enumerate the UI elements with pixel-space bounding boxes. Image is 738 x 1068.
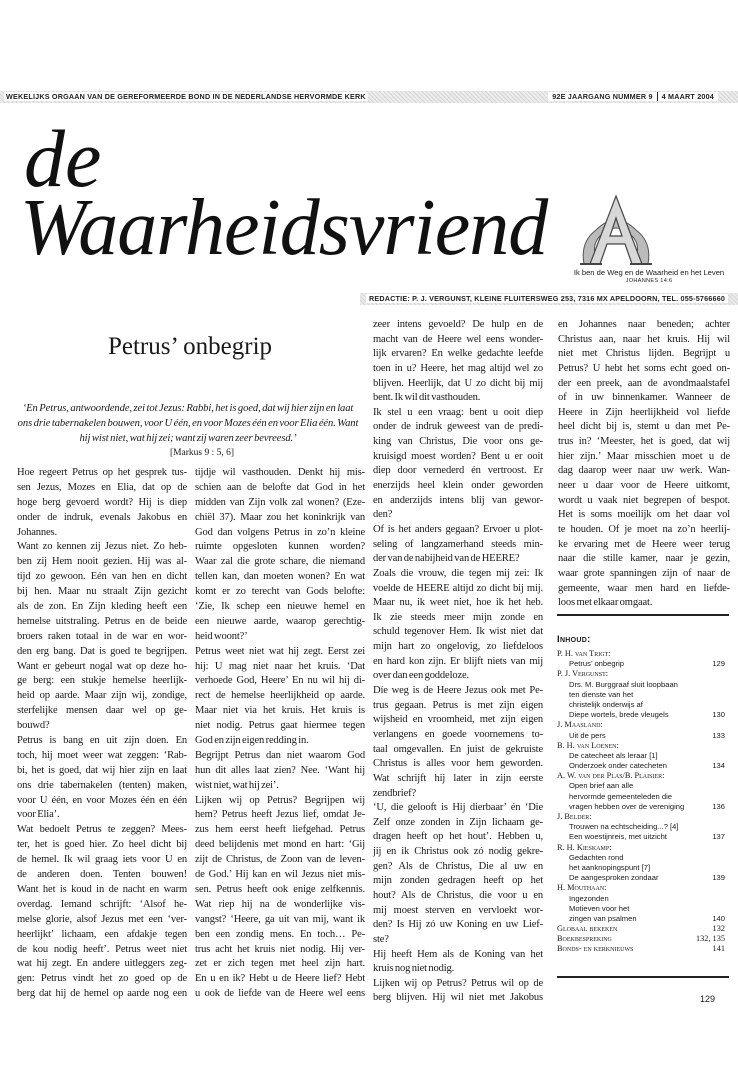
text-line: ter, het is goed hier. Zo heel dicht bij [17,839,187,851]
toc-page [721,741,729,751]
quote-line: ‘En Petrus, antwoordende, zei tot Jezus: Rabbi, het is goed, dat wij hier zijn en laat [22,403,354,414]
toc-page [721,649,729,659]
text-line: Want er gebeurt nogal wat op deze ho- [17,660,187,672]
text-line: gen: Petrus vindt het zo goed op de [17,973,187,985]
toc-author [557,771,729,781]
toc-author [557,883,729,893]
toc-page: 132 [712,924,725,934]
toc-title [557,914,729,924]
text-line: Want het is koud in de nacht en warm [17,883,187,895]
text-line: God en zijn eigen redding in. [195,735,309,747]
text-line: toen in u? Heere, het mag altijd wel zo [373,362,543,374]
text-line: mij moest sterven en vervloekt wor- [373,904,543,916]
text-line: mijn zonden gedragen heeft op het [373,875,543,887]
text-line: gemeente, waar men hard en liefde- [558,582,730,594]
toc-page: 140 [712,913,725,923]
text-line: Begrijpt Petrus dan niet waarom God [195,749,365,761]
toc-page [721,771,729,781]
article-column-2 [195,466,365,1002]
toc-text: Globaal bekeken [557,924,618,934]
text-line: zet er zich tegen met heel zijn hart. [195,958,365,970]
toc-author [557,649,729,659]
text-line: Wat riep hij na de wonderlijke vis- [195,898,365,910]
toc-page: 134 [712,761,725,771]
text-line: heid woont?’ [195,630,248,642]
text-line: God dan volgens Petrus in zo’n kleine [195,526,365,538]
text-line: Hij heeft Hem als de Koning van het [373,948,543,960]
text-line: Zoals die vrouw, die tegen mij zei: Ik [373,567,543,579]
text-line: trus in? ‘Meester, het is goed, dat wij [558,436,730,448]
toc-text: zingen van psalmen [569,913,637,923]
toc-text: Open brief aan alle [569,781,634,791]
text-line: heid op aarde. Maar zijn wij, zondige, [17,690,187,702]
text-line: over dan een goddeloze. [373,670,470,682]
text-line: bij hen. Maar nu straalt Zijn gezicht [17,586,187,598]
text-line: ge berg: een stukje hemelse heerlijk- [17,675,187,687]
toc-text: hervormde gemeenteleden die [569,791,673,801]
toc-text: vragen hebben over de vereniging [569,801,685,811]
toc-page: 129 [712,659,725,669]
toc-title [557,873,729,883]
header-strip [0,91,738,103]
toc-title [557,904,729,914]
text-line: onder de indruk, evenals Jakobus en [17,511,187,523]
text-line: tijd zo gewoon. Eén van hen en dicht [17,571,187,583]
text-line: lijk ervaren? En welke gedachte leefde [373,348,543,360]
editorial-strip [360,293,738,305]
text-line: hem? Petrus heeft Jezus lief, omdat Je- [195,809,365,821]
toc-author [557,741,729,751]
toc-text: B. H. van Loenen: [557,740,619,750]
motto: Ik ben de Weg en de Waarheid en het Leven [573,268,725,277]
toc-author [557,843,729,853]
text-line: de hemel. Ik wil graag iets voor U en [17,854,187,866]
toc-page: 130 [712,710,725,720]
text-line: schuld tegenover Hem. Ik wist niet dat [373,626,543,638]
toc-author [557,720,729,730]
text-line: hemelse uitstraling. Petrus en de beide [17,615,187,627]
text-line: de God.’ Hij kan en wil Jezus niet mis- [195,869,365,881]
text-line: gen? Als de Christus, Die al uw en [373,860,543,872]
toc-page: 136 [712,801,725,811]
toc-text: Drs. M. Burggraaf sluit loopbaan [569,679,678,689]
text-line: Petrus? U hebt het soms echt goed on- [558,362,730,374]
text-line: kruis nog niet nodig. [373,963,455,975]
text-line: de anderen doen. Tenten bouwen! [17,869,187,881]
text-line: ben zij Hem nooit gezien. Hij was al- [17,556,187,568]
text-line: schien aan de belofte dat God in het [195,481,365,493]
toc-title [557,761,729,771]
toc-page [721,822,729,832]
toc-text: ten dienste van het [569,689,634,699]
toc-title [557,894,729,904]
text-line: waar grote spanningen zijn of naar de [558,567,730,579]
text-line: dag daarop weer naar uw werk. Wan- [558,465,730,477]
text-line: der van de nabijheid van de HEERE? [373,553,520,565]
text-line: mijn hart zo ongelovig, zo liefdeloos [373,641,543,653]
text-line: macht van de Heere wel eens wonder- [373,333,543,345]
toc-page: 133 [712,730,725,740]
text-line: chiël 37). Maar zou het koninkrijk van [195,511,365,523]
toc-page [721,680,729,690]
quote-line: ons drie tabernakelen bouwen, voor U één, en voor Mozes één en voor Elia één. Want [17,418,359,429]
text-line: Hoe regeert Petrus op het gesprek tus- [17,467,187,478]
toc-title [557,731,729,741]
text-line: loos met elkaar omgaat. [558,597,653,609]
text-line: den? [373,509,393,521]
toc-heading: Inhoud: [557,634,591,645]
page-number: 129 [700,994,716,1004]
toc-text: Ingezonden [569,893,609,903]
text-line: als de zon. En Zijn kleding heeft een [17,601,187,613]
text-line: taal omgevallen. En juist de gekruiste [373,743,543,755]
text-line: voor U één, en voor Mozes één en één [17,794,187,806]
table-of-contents [557,634,729,955]
editorial-address: REDACTIE: P. J. VERGUNST, KLEINE FLUITERSWEG 253, 7316 MX APELDOORN, TEL. 055-5766660 [366,294,728,303]
toc-page [721,863,729,873]
text-line: trus acht het kruis niet nodig. Hij ver- [195,943,365,955]
article-title: Petrus’ onbegrip [107,333,273,360]
toc-text: Bonds- en kerknieuws [557,944,634,954]
text-line: Lijken wij op Petrus? Begrijpen wij [195,794,365,806]
toc-text: P. H. van Trigt: [557,649,611,658]
toc-page [721,751,729,761]
toc-section [557,924,729,934]
toc-page [721,669,729,679]
text-line: ke ervaring met de Heere weer terug [558,538,730,550]
text-line: een nieuwe aarde, waarop gerechtig- [195,615,365,627]
toc-page: 141 [712,944,725,954]
toc-page [721,883,729,893]
text-line: Of is het anders gegaan? Ervoer u plot- [373,523,543,535]
issue-date: 4 MAART 2004 [657,92,718,101]
text-line: En u en ik? Hebt u de Heere lief? Hebt [195,973,365,985]
toc-page: 139 [712,873,725,883]
toc-author [557,812,729,822]
text-line: zijt de Christus, de Zoon van de leven- [195,854,365,866]
toc-text: Uit de pers [569,730,606,740]
text-line: hoge berg gevoerd wordt? Hij is diep [17,496,187,508]
toc-author [557,669,729,679]
text-line: Johannes. [17,526,57,538]
text-line: voor Elia’. [17,809,60,821]
text-line: broers raken totaal in de war en wor- [17,630,187,642]
toc-text: het aanknopingspunt [7] [569,862,651,872]
text-line: Wat bedoelt Petrus te zeggen? Mees- [17,824,187,836]
text-line: sterfelijke mensen daar wel op ge- [17,705,187,717]
text-line: en anderzijds intens blij van gewor- [373,494,543,506]
toc-text: Motieven voor het [569,903,630,913]
toc-rows [557,649,729,955]
toc-title [557,832,729,842]
toc-title [557,822,729,832]
text-line: king van Christus, Die voor ons ge- [373,436,543,448]
toc-title [557,853,729,863]
toc-text: P. J. Vergunst: [557,669,609,679]
text-line: verlangens en goede voornemens to- [373,728,543,740]
toc-text: De aangesproken zondaar [569,873,659,883]
text-line: Waar zal die grote schare, die niemand [195,556,365,568]
toc-text: Diepe wortels, brede vleugels [569,710,669,720]
text-line: hout? Als de Christus, die voor u en [373,889,543,901]
text-line: ons drie tabernakelen (tenten) maken, [17,779,187,791]
text-line: Lijken wij op Petrus? Petrus wil op de [373,977,543,989]
toc-page [721,894,729,904]
text-line: hier zijn.’ Maar misschien moet u de [558,450,730,462]
text-line: midden van Zijn volk zal wonen? (Eze- [195,496,365,508]
text-line: seling of langzamerhand steeds min- [373,538,543,550]
text-line: u ook de liefde van de Heere wel eens [195,988,365,1000]
text-line: ben een zondig mens. En toch… Pe- [195,928,365,940]
text-line: ‘Zie, Ik schep een nieuwe hemel en [195,601,365,613]
text-line: berg dat hij de hemel op aarde nog een [17,988,187,1000]
toc-text: Onderzoek onder catecheten [569,761,667,771]
text-line: jij en ik Christus ook zó nodig gekre- [373,846,543,858]
text-line: trus gegaan. Petrus is met zijn eigen [373,699,543,711]
text-line: der een preek, aan de avondmaalstafel [558,377,730,389]
text-line: tellen kan, dan moeten wonen? En wat [195,571,365,583]
text-line: wist niet, wat hij zei’. [195,779,279,791]
text-line: tijdje wil vasthouden. Denkt hij mis- [195,467,365,478]
text-line: wat hij zegt. En andere uitleggers zeg- [17,958,187,970]
toc-page [721,700,729,710]
text-line: rect de hemelse heerlijkheid op aarde. [195,690,365,702]
toc-title [557,863,729,873]
text-line: Want zo kennen zij Jezus niet. Zo heb- [17,541,187,553]
article-column-1 [17,466,187,1002]
toc-title [557,792,729,802]
text-line: Christus aan, naar het kruis. Hij wil [558,333,730,345]
text-line: berg blijven. Hij wil niet met Jakobus [373,992,543,1004]
text-line: wordt u vaak niet begrepen of bespot. [558,494,730,506]
toc-text: Boekbespreking [557,934,612,944]
text-line: vangst? ‘Heere, ga uit van mij, want ik [195,913,365,925]
text-line: zendbrief? [373,787,416,799]
text-line: deed belijdenis met mond en hart: ‘Gij [195,839,365,851]
text-line: neer u daar voor de Heere uitkomt, [558,480,730,492]
text-line: melse glorie, alsof Jezus met een ‘ver- [17,913,187,925]
text-line: Zelf onze zonden in Zijn lichaam ge- [373,816,543,828]
text-line: diep door vernederd én vertroost. Er [373,465,543,477]
text-line: Heere in Zijn heerlijkheid vol liefde [558,406,730,418]
alpha-omega-logo-icon [576,190,656,270]
toc-text: J. Belder: [557,812,592,821]
toc-page [721,792,729,802]
text-line: bent. Ik wil dit vasthouden. [373,392,481,404]
text-line: niet met Christus lijden. Begrijpt u [558,348,730,360]
divider [557,976,729,978]
text-line: Díe weg is de Heere Jezus ook met Pe- [373,685,543,697]
text-line: hun dit alles laat zien? Nee. ‘Want hij [195,764,365,776]
text-line: komt er zo terecht van Gods belofte: [195,586,365,598]
text-line: ‘U, die gelooft is Hij dierbaar’ én ‘Die [373,802,543,814]
text-line: blijven. Heerlijk, dat U zo dicht bij mij [373,377,543,389]
toc-page [721,690,729,700]
text-line: ruimte opgesloten kunnen worden? [195,541,365,553]
text-line: den erg bang. Dat is goed te begrijpen. [17,645,187,657]
text-line: hij: U mag niet naar het kruis. ‘Dat [195,660,365,672]
text-line: Wat schrijft hij later in zijn eerste [373,772,543,784]
text-line: heel dicht bij is, stemt u dan met Pe- [558,421,730,433]
text-line: zus hem eerst heeft liefgehad. Petrus [195,824,365,836]
toc-title [557,659,729,669]
toc-text: Trouwen na echtscheiding...? [4] [569,822,679,832]
toc-text: Gedachten rond [569,852,624,862]
toc-page: 132, 135 [695,934,725,944]
text-line: Petrus weet niet wat hij zegt. Eerst zei [195,645,365,657]
toc-text: J. Maasland: [557,720,603,730]
bible-quote [10,401,366,446]
toc-page [721,781,729,791]
text-line: voelde de HEERE altijd zo dicht bij mij. [373,582,543,594]
article-column-3 [373,318,543,1006]
text-line: overdag. Iemand schrijft: ‘Alsof he- [17,898,187,910]
text-line: Christus is alles voor hem geworden. [373,758,543,770]
text-line: ste? [373,933,389,945]
text-line: sen. Petrus heeft ook enige zelfkennis. [195,883,365,895]
toc-title [557,700,729,710]
toc-text: Een woestijnreis, met uitzicht [569,832,667,842]
quote-reference: [Markus 9 : 5, 6] [169,448,235,458]
article-column-4 [558,318,730,611]
text-line: dragen heeft op het hout’. Hebben u, [373,831,543,843]
text-line: en hard kon zijn. Er blijft niets van mij [373,655,543,667]
quote-line: hij wist niet, wat hij zei; want zij waren zeer bevreesd.’ [79,433,297,444]
toc-text: christelijk onderwijs af [569,699,643,709]
text-line: de kou nodig heeft’. Petrus weet niet [17,943,187,955]
text-line: onder de indruk geweest van de predi- [373,421,543,433]
toc-title [557,781,729,791]
text-line: of in uw binnenkamer. Wanneer de [558,392,730,404]
text-line: naar die stille kamer, naar je gezin, [558,553,730,565]
toc-title [557,680,729,690]
toc-page: 137 [712,832,725,842]
text-line: bi, het is goed, dat wij hier zijn en laat [17,764,187,776]
toc-text: Petrus’ onbegrip [569,659,625,669]
motto-reference: JOHANNES 14:6 [625,278,673,284]
text-line: Het is soms moeilijk om het daar vol [558,509,730,521]
text-line: verhoede God, Heere’ En nu wil hij di- [195,675,365,687]
text-line: sen Jezus, Mozes en Elia, dat op de [17,481,187,493]
masthead-title: Waarheidsvriend [20,184,548,272]
text-line: Ik zie steeds meer mijn zonde en [373,611,543,623]
toc-section [557,934,729,944]
toc-page [721,853,729,863]
issue-number: 92E JAARGANG NUMMER 9 [552,92,653,101]
text-line: heerlijkt’ lichaam, een afdakje tegen [17,928,187,940]
toc-text: R. H. Kieskamp: [557,842,612,852]
toc-title [557,751,729,761]
text-line: toch, hij moet weer wat zeggen: ‘Rab- [17,749,187,761]
toc-text: H. Mouthaan: [557,883,607,893]
text-line: niet nodig. Petrus gaat hiermee tegen [195,720,365,732]
toc-text: De catecheet als leraar [1] [569,750,658,760]
toc-text: A. W. van der Plas/B. Plaisier: [557,771,665,781]
text-line: Petrus is bang en uit zijn doen. En [17,735,187,747]
toc-page [721,720,729,730]
text-line: Ik stel u een vraag: bent u ooit diep [373,406,543,418]
text-line: en Johannes naar beneden; achter [558,319,730,330]
text-line: bouwd? [17,720,50,732]
issue-info [548,92,718,101]
text-line: Maar nu, ik weet niet, hoe ik het heb. [373,597,543,609]
toc-page [721,904,729,914]
text-line: zeer intens gevoeld? De hulp en de [373,319,543,330]
toc-page [721,843,729,853]
text-line: kruisigd moest worden? Bent u er ooit [373,450,543,462]
toc-section [557,944,729,954]
text-line: enerzijds heel klein onder geworden [373,480,543,492]
publication-organ: WEKELIJKS ORGAAN VAN DE GEREFORMEERDE BOND IN DE NEDERLANDSE HERVORMDE KERK [6,92,366,101]
masthead-de: de [24,113,102,204]
text-line: Maar niet via het kruis. Het kruis is [195,705,365,717]
text-line: te houden. Of je moet na zo’n heerlij- [558,523,730,535]
toc-page [721,812,729,822]
toc-title [557,690,729,700]
toc-title [557,802,729,812]
text-line: wijsheid en vroomheid, met zijn eigen [373,714,543,726]
toc-title [557,710,729,720]
divider [557,614,729,616]
text-line: den? Is Hij zó uw Koning en uw Lief- [373,919,543,931]
